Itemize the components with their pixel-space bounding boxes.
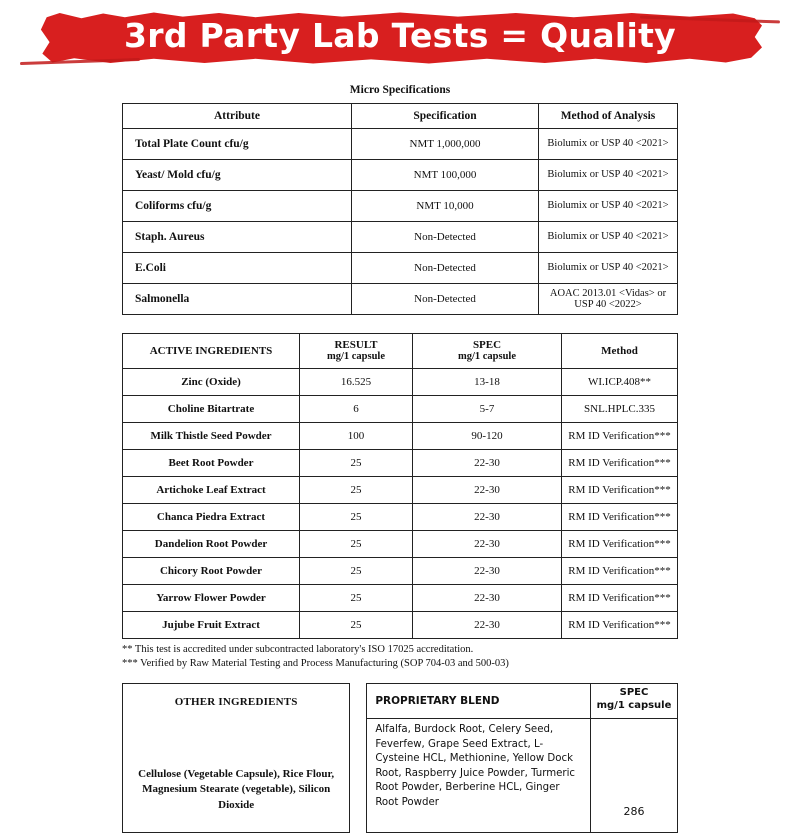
other-ingredients-box <box>122 683 350 833</box>
active-ingredient-result: 16.525 <box>300 369 413 396</box>
micro-attribute: Yeast/ Mold cfu/g <box>123 160 352 191</box>
active-ingredient-result: 25 <box>300 585 413 612</box>
bottom-boxes <box>122 683 678 833</box>
micro-method: Biolumix or USP 40 <2021> <box>539 160 678 191</box>
active-ingredient-result: 100 <box>300 423 413 450</box>
active-ingredient-method: RM ID Verification*** <box>562 504 678 531</box>
active-ingredient-method: RM ID Verification*** <box>562 558 678 585</box>
proprietary-blend-spec-label: SPEC <box>619 687 649 699</box>
lab-test-sheet <box>0 84 800 833</box>
active-ingredient-result: 25 <box>300 450 413 477</box>
active-ingredient-result: 25 <box>300 504 413 531</box>
proprietary-blend-amount-cell <box>590 719 677 832</box>
micro-col-method: Method of Analysis <box>539 104 678 129</box>
active-ingredient-name: Artichoke Leaf Extract <box>123 477 300 504</box>
active-ingredient-method: RM ID Verification*** <box>562 423 678 450</box>
table-row <box>123 222 678 253</box>
proprietary-blend-spec-unit: mg/1 capsule <box>596 699 672 711</box>
table-row <box>123 450 678 477</box>
active-ingredient-method: RM ID Verification*** <box>562 477 678 504</box>
active-ingredient-method: RM ID Verification*** <box>562 612 678 639</box>
table-row <box>123 253 678 284</box>
active-ingredient-spec: 22-30 <box>413 450 562 477</box>
table-row <box>123 477 678 504</box>
active-ingredient-name: Zinc (Oxide) <box>123 369 300 396</box>
proprietary-blend-ingredients: Alfalfa, Burdock Root, Celery Seed, Feverfew, Grape Seed Extract, L-Cysteine HCL, Methionine, Yellow Dock Root, Raspberry Juice Powder, Turmeric Root Powder, Berberine HCL, Ginger Root Powder <box>375 724 576 808</box>
active-col-result-label: RESULT <box>334 339 378 352</box>
micro-method: Biolumix or USP 40 <2021> <box>539 191 678 222</box>
active-ingredient-result: 25 <box>300 612 413 639</box>
active-ingredients-section <box>122 333 678 639</box>
active-ingredient-spec: 90-120 <box>413 423 562 450</box>
active-col-spec <box>413 334 562 369</box>
table-row <box>123 585 678 612</box>
active-ingredient-spec: 22-30 <box>413 531 562 558</box>
active-ingredient-name: Chanca Piedra Extract <box>123 504 300 531</box>
banner-streak-left <box>20 58 140 65</box>
active-ingredient-name: Choline Bitartrate <box>123 396 300 423</box>
active-ingredient-name: Jujube Fruit Extract <box>123 612 300 639</box>
table-row <box>123 129 678 160</box>
active-ingredient-method: RM ID Verification*** <box>562 585 678 612</box>
table-row <box>123 369 678 396</box>
active-ingredient-result: 6 <box>300 396 413 423</box>
proprietary-blend-header <box>367 684 677 719</box>
table-row <box>123 423 678 450</box>
micro-method: Biolumix or USP 40 <2021> <box>539 253 678 284</box>
footnotes <box>122 643 678 671</box>
active-ingredient-spec: 22-30 <box>413 558 562 585</box>
table-row <box>123 160 678 191</box>
proprietary-blend-box <box>366 683 678 833</box>
active-ingredient-spec: 5-7 <box>413 396 562 423</box>
micro-attribute: Total Plate Count cfu/g <box>123 129 352 160</box>
micro-attribute: Salmonella <box>123 284 352 315</box>
table-header-row <box>123 334 678 369</box>
active-col-ingredients: ACTIVE INGREDIENTS <box>123 334 300 369</box>
active-ingredient-spec: 22-30 <box>413 504 562 531</box>
active-ingredient-result: 25 <box>300 531 413 558</box>
active-col-result <box>300 334 413 369</box>
micro-specification: Non-Detected <box>352 253 539 284</box>
active-ingredient-spec: 22-30 <box>413 612 562 639</box>
active-ingredient-name: Milk Thistle Seed Powder <box>123 423 300 450</box>
active-col-result-unit: mg/1 capsule <box>326 351 386 363</box>
micro-attribute: E.Coli <box>123 253 352 284</box>
active-ingredient-name: Chicory Root Powder <box>123 558 300 585</box>
active-ingredient-method: WI.ICP.408** <box>562 369 678 396</box>
active-ingredient-method: RM ID Verification*** <box>562 450 678 477</box>
active-ingredient-result: 25 <box>300 558 413 585</box>
proprietary-blend-body <box>367 719 677 832</box>
micro-specifications-heading: Micro Specifications <box>349 84 451 96</box>
micro-col-attribute: Attribute <box>123 104 352 129</box>
active-ingredient-method: SNL.HPLC.335 <box>562 396 678 423</box>
proprietary-blend-spec-header <box>590 684 677 718</box>
footnote-accreditation: ** This test is accredited under subcontracted laboratory's ISO 17025 accreditation. <box>122 644 474 655</box>
micro-method: Biolumix or USP 40 <2021> <box>539 129 678 160</box>
table-header-row <box>123 104 678 129</box>
table-row <box>123 284 678 315</box>
active-ingredients-table <box>122 333 678 639</box>
micro-specification: Non-Detected <box>352 284 539 315</box>
micro-attribute: Coliforms cfu/g <box>123 191 352 222</box>
active-ingredient-name: Dandelion Root Powder <box>123 531 300 558</box>
proprietary-blend-amount: 286 <box>623 805 645 819</box>
active-col-spec-unit: mg/1 capsule <box>457 351 517 363</box>
page-title: 3rd Party Lab Tests = Quality <box>124 16 676 55</box>
active-ingredient-method: RM ID Verification*** <box>562 531 678 558</box>
page-banner <box>0 0 800 78</box>
micro-specifications-table <box>122 103 678 315</box>
micro-method: AOAC 2013.01 <Vidas> or USP 40 <2022> <box>539 284 678 315</box>
micro-specification: Non-Detected <box>352 222 539 253</box>
micro-specification: NMT 1,000,000 <box>352 129 539 160</box>
active-col-method: Method <box>562 334 678 369</box>
other-ingredients-title: OTHER INGREDIENTS <box>174 696 298 709</box>
table-row <box>123 558 678 585</box>
table-row <box>123 396 678 423</box>
micro-specification: NMT 100,000 <box>352 160 539 191</box>
footnote-verification: *** Verified by Raw Material Testing and Process Manufacturing (SOP 704-03 and 500-03) <box>122 658 509 670</box>
active-ingredient-spec: 13-18 <box>413 369 562 396</box>
active-ingredient-result: 25 <box>300 477 413 504</box>
active-ingredient-spec: 22-30 <box>413 585 562 612</box>
table-row <box>123 612 678 639</box>
table-row <box>123 531 678 558</box>
micro-method: Biolumix or USP 40 <2021> <box>539 222 678 253</box>
micro-col-specification: Specification <box>352 104 539 129</box>
table-row <box>123 504 678 531</box>
proprietary-blend-title: PROPRIETARY BLEND <box>375 695 500 708</box>
other-ingredients-body: Cellulose (Vegetable Capsule), Rice Flour, Magnesium Stearate (vegetable), Silicon Dioxide <box>138 767 335 812</box>
active-col-spec-label: SPEC <box>472 339 502 352</box>
active-ingredient-name: Yarrow Flower Powder <box>123 585 300 612</box>
active-ingredient-spec: 22-30 <box>413 477 562 504</box>
table-row <box>123 191 678 222</box>
micro-attribute: Staph. Aureus <box>123 222 352 253</box>
micro-specification: NMT 10,000 <box>352 191 539 222</box>
active-ingredient-name: Beet Root Powder <box>123 450 300 477</box>
